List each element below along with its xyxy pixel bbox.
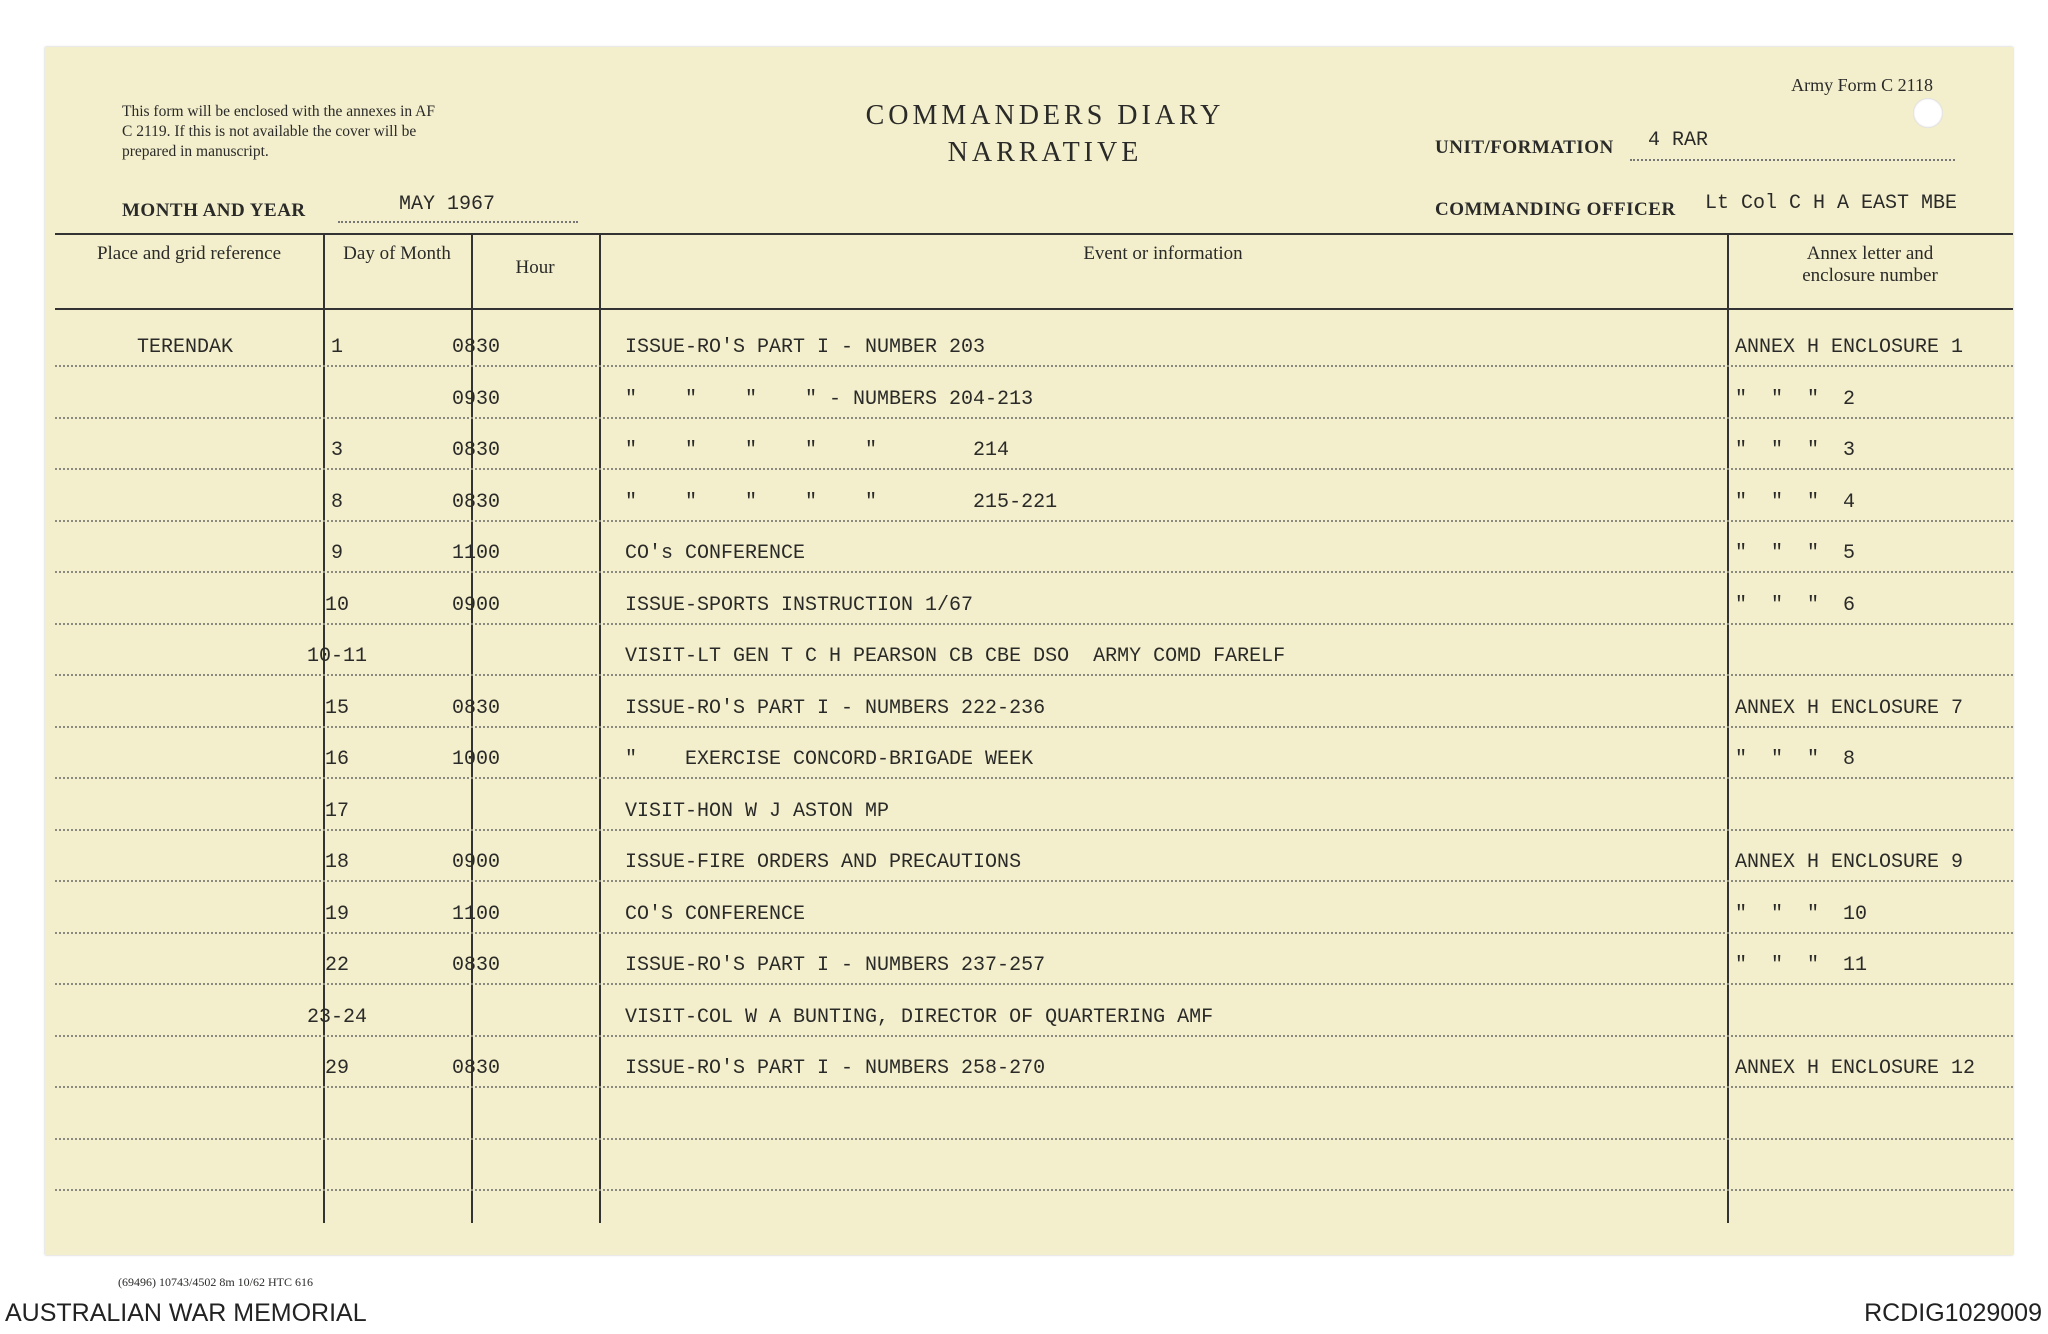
hour-cell: 0830 <box>451 696 500 720</box>
day-cell: 3 <box>330 439 343 462</box>
month-year-label: MONTH AND YEAR <box>122 200 306 221</box>
day-cell: 22 <box>324 954 349 977</box>
annex-cell: ANNEX H ENCLOSURE 7 <box>1735 696 1964 720</box>
event-cell: ISSUE-FIRE ORDERS AND PRECAUTIONS <box>625 851 1022 874</box>
annex-cell: " " " 6 <box>1735 593 1856 617</box>
event-cell: CO'S CONFERENCE <box>625 902 806 926</box>
hour-cell: 0830 <box>451 490 500 514</box>
archive-name: AUSTRALIAN WAR MEMORIAL <box>5 1299 367 1327</box>
header-place: Place and grid reference <box>96 243 282 264</box>
form-number: Army Form C 2118 <box>1791 75 1933 95</box>
event-cell: VISIT-COL W A BUNTING, DIRECTOR OF QUARTERING AMF <box>625 1005 1214 1029</box>
event-cell: CO's CONFERENCE <box>625 542 806 565</box>
day-cell: 1 <box>330 336 343 359</box>
hour-cell: 0830 <box>451 336 500 359</box>
month-year-dotline <box>338 221 578 223</box>
event-cell: ISSUE-RO'S PART I - NUMBER 203 <box>625 336 986 359</box>
day-cell: 16 <box>324 748 349 771</box>
table-row <box>55 573 2013 625</box>
form-title <box>825 97 1265 171</box>
diary-table <box>55 233 2013 1223</box>
header-event: Event or information <box>1083 243 1243 264</box>
annex-cell: " " " 4 <box>1735 490 1856 514</box>
place-cell: TERENDAK <box>137 336 234 359</box>
event-cell: ISSUE-RO'S PART I - NUMBERS 237-257 <box>625 954 1046 977</box>
day-cell: 15 <box>324 696 349 720</box>
table-row <box>55 367 2013 419</box>
day-cell: 18 <box>324 851 349 874</box>
event-cell: VISIT-LT GEN T C H PEARSON CB CBE DSO ARMY COMD FARELF <box>625 645 1286 668</box>
punch-hole <box>1913 98 1943 128</box>
annex-cell: " " " 3 <box>1735 439 1856 462</box>
hour-cell: 1100 <box>451 902 500 926</box>
day-cell: 17 <box>324 799 349 823</box>
event-cell: " " " " " 215-221 <box>625 490 1058 514</box>
header-day: Day of Month <box>343 243 451 264</box>
table-row <box>55 933 2013 985</box>
day-cell: 10-11 <box>306 645 367 668</box>
month-year-value: MAY 1967 <box>399 193 496 216</box>
day-cell: 8 <box>330 490 343 514</box>
hour-cell: 1100 <box>451 542 500 565</box>
event-cell: ISSUE-RO'S PART I - NUMBERS 222-236 <box>625 696 1046 720</box>
form-title-line1: COMMANDERS DIARY <box>865 100 1225 131</box>
annex-cell: " " " 2 <box>1735 387 1856 411</box>
table-header-rule <box>55 308 2013 310</box>
hour-cell: 1000 <box>451 748 500 771</box>
day-cell: 29 <box>324 1057 349 1080</box>
commanding-officer-value: Lt Col C H A EAST MBE <box>1705 192 1958 215</box>
event-cell: VISIT-HON W J ASTON MP <box>625 799 890 823</box>
hour-cell: 0900 <box>451 593 500 617</box>
event-cell: ISSUE-RO'S PART I - NUMBERS 258-270 <box>625 1057 1046 1080</box>
annex-cell: ANNEX H ENCLOSURE 1 <box>1735 336 1964 359</box>
annex-cell: " " " 5 <box>1735 542 1856 565</box>
table-row <box>55 624 2013 676</box>
table-row <box>55 470 2013 522</box>
hour-cell: 0900 <box>451 851 500 874</box>
table-row <box>55 779 2013 831</box>
table-top-rule <box>55 233 2013 235</box>
hour-cell: 0830 <box>451 954 500 977</box>
annex-cell: " " " 8 <box>1735 748 1856 771</box>
event-cell: " EXERCISE CONCORD-BRIGADE WEEK <box>625 748 1034 771</box>
day-cell: 10 <box>324 593 349 617</box>
table-row <box>55 676 2013 728</box>
table-row <box>55 882 2013 934</box>
unit-dotline <box>1630 159 1955 161</box>
table-row <box>55 1088 2013 1140</box>
annex-cell: ANNEX H ENCLOSURE 9 <box>1735 851 1964 874</box>
unit-label: UNIT/FORMATION <box>1435 137 1614 158</box>
table-row <box>55 521 2013 573</box>
printer-code: (69496) 10743/4502 8m 10/62 HTC 616 <box>118 1275 313 1289</box>
event-cell: " " " " " 214 <box>625 439 1010 462</box>
form-title-line2: NARRATIVE <box>947 137 1143 168</box>
table-row <box>55 985 2013 1037</box>
annex-cell: " " " 10 <box>1735 902 1868 926</box>
event-cell: " " " " - NUMBERS 204-213 <box>625 387 1034 411</box>
table-row <box>55 315 2013 367</box>
event-cell: ISSUE-SPORTS INSTRUCTION 1/67 <box>625 593 974 617</box>
table-row <box>55 418 2013 470</box>
day-cell: 9 <box>330 542 343 565</box>
form-instruction-note: This form will be enclosed with the annexes in AF C 2119. If this is not available the cover will be prepared in manuscript. <box>122 103 435 160</box>
table-row <box>55 1036 2013 1088</box>
table-row <box>55 727 2013 779</box>
diary-form-sheet <box>45 47 2013 1289</box>
day-cell: 19 <box>324 902 349 926</box>
annex-cell: ANNEX H ENCLOSURE 12 <box>1735 1057 1976 1080</box>
header-annex: Annex letter and enclosure number <box>1802 243 1938 286</box>
table-row <box>55 830 2013 882</box>
unit-value: 4 RAR <box>1648 129 1709 152</box>
archive-reference: RCDIG1029009 <box>1864 1299 2042 1327</box>
day-cell: 23-24 <box>306 1005 367 1029</box>
hour-cell: 0930 <box>451 387 500 411</box>
table-row <box>55 1139 2013 1191</box>
annex-cell: " " " 11 <box>1735 954 1868 977</box>
header-hour: Hour <box>515 257 555 278</box>
hour-cell: 0830 <box>451 439 500 462</box>
hour-cell: 0830 <box>451 1057 500 1080</box>
commanding-officer-label: COMMANDING OFFICER <box>1435 199 1676 220</box>
